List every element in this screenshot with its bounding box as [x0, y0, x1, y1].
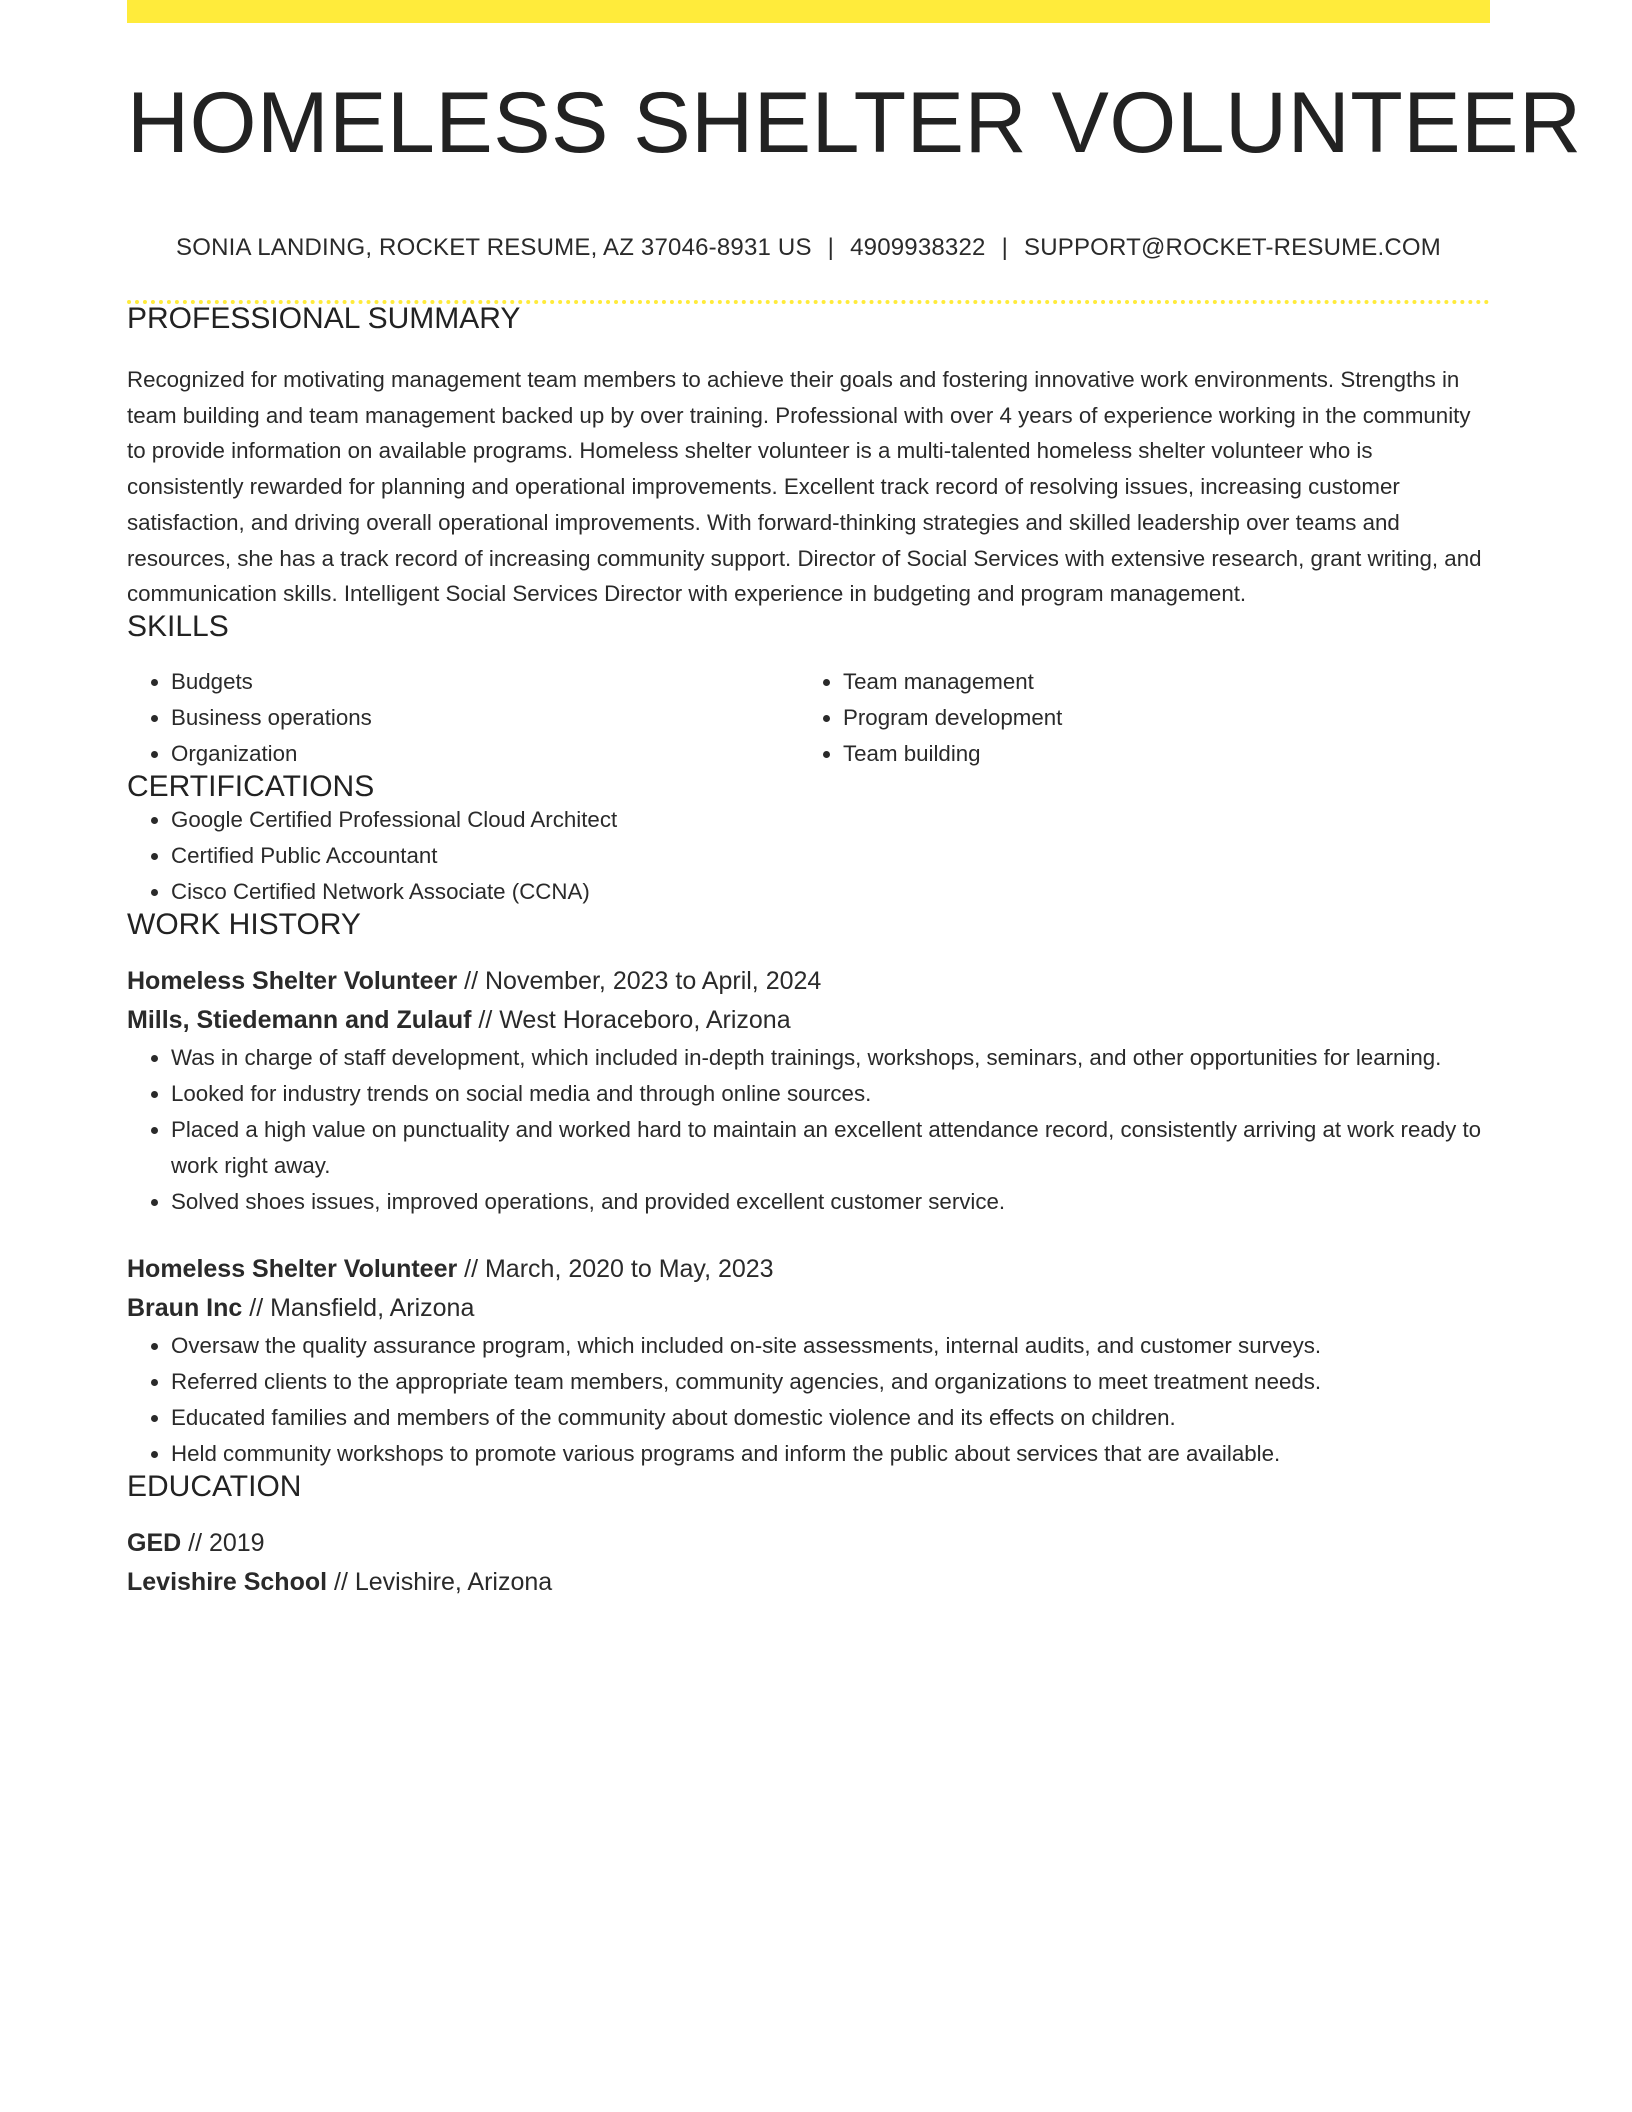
job-title-line [127, 962, 1490, 1001]
job-dates: // March, 2020 to May, 2023 [457, 1254, 774, 1283]
job-company-line [127, 1001, 1490, 1040]
summary-text: Recognized for motivating management team members to achieve their goals and fostering innovative work environments. Strengths in team building and team management backed up by over training. Professional with over 4 years of experience working in the community to provide information on available programs. Homeless shelter volunteer is a multi-talented homeless shelter volunteer who is consistently rewarded for planning and operational improvements. Excellent track record of resolving issues, increasing customer satisfaction, and driving overall operational improvements. With forward-thinking strategies and skilled leadership over teams and resources, she has a track record of increasing community support. Director of Social Services with extensive research, grant writing, and communication skills. Intelligent Social Services Director with experience in budgeting and program management. [127, 367, 1482, 607]
contact-email: SUPPORT@ROCKET-RESUME.COM [1024, 234, 1441, 261]
job-company: Braun Inc [127, 1293, 243, 1322]
education-heading: EDUCATION [127, 1469, 302, 1503]
job-duty: • Solved shoes issues, improved operations, and provided excellent customer service. [171, 1184, 1490, 1220]
education-degree-line [127, 1524, 1490, 1563]
summary-heading: PROFESSIONAL SUMMARY [127, 302, 521, 335]
education-school-line [127, 1563, 1490, 1602]
skills-right-column [799, 664, 1471, 772]
job-duty: • Educated families and members of the community about domestic violence and its effects on children. [171, 1400, 1490, 1436]
contact-phone: 4909938322 [850, 234, 986, 261]
job-duty: • Was in charge of staff development, which included in-depth trainings, workshops, seminars, and other opportunities for learning. [171, 1040, 1490, 1076]
education-location: // Levishire, Arizona [327, 1567, 553, 1596]
skill-item: • Business operations [171, 700, 799, 736]
skill-item: • Program development [843, 700, 1471, 736]
job-title-line [127, 1250, 1490, 1289]
job-location: // West Horaceboro, Arizona [471, 1005, 791, 1034]
job-duty: • Held community workshops to promote various programs and inform the public about services that are available. [171, 1436, 1490, 1472]
certifications-heading: CERTIFICATIONS [127, 769, 375, 803]
education-year: // 2019 [181, 1528, 265, 1557]
job-duty: • Placed a high value on punctuality and worked hard to maintain an excellent attendance record, consistently arriving at work ready to work right away. [171, 1112, 1490, 1184]
job-dates: // November, 2023 to April, 2024 [457, 966, 822, 995]
contact-separator: | [1001, 234, 1009, 261]
job-duty: • Referred clients to the appropriate team members, community agencies, and organizations to meet treatment needs. [171, 1364, 1490, 1400]
job-duties [127, 1328, 1490, 1472]
job-duties [127, 1040, 1490, 1220]
education-entry [127, 1524, 1490, 1602]
skill-item: • Organization [171, 736, 799, 772]
job-title: Homeless Shelter Volunteer [127, 966, 458, 995]
job-duty: • Looked for industry trends on social media and through online sources. [171, 1076, 1490, 1112]
page-title: HOMELESS SHELTER VOLUNTEER [127, 75, 1582, 171]
contact-line [127, 234, 1490, 262]
education-school: Levishire School [127, 1567, 328, 1596]
skills-list [127, 664, 1490, 772]
job-company: Mills, Stiedemann and Zulauf [127, 1005, 472, 1034]
certifications-list [127, 802, 1490, 910]
contact-address: SONIA LANDING, ROCKET RESUME, AZ 37046-8931 US [176, 234, 812, 261]
job-duty: • Oversaw the quality assurance program, which included on-site assessments, internal audits, and customer surveys. [171, 1328, 1490, 1364]
top-accent-bar [127, 0, 1490, 23]
education-degree: GED [127, 1528, 182, 1557]
contact-separator: | [827, 234, 835, 261]
job-location: // Mansfield, Arizona [242, 1293, 475, 1322]
skill-item: • Budgets [171, 664, 799, 700]
job-entry [127, 962, 1490, 1220]
certification-item: • Cisco Certified Network Associate (CCNA) [171, 874, 1490, 910]
certification-item: • Certified Public Accountant [171, 838, 1490, 874]
job-entry [127, 1250, 1490, 1472]
certification-item: • Google Certified Professional Cloud Architect [171, 802, 1490, 838]
skill-item: • Team management [843, 664, 1471, 700]
resume-page [127, 0, 1582, 1602]
skill-item: • Team building [843, 736, 1471, 772]
job-company-line [127, 1289, 1490, 1328]
job-title: Homeless Shelter Volunteer [127, 1254, 458, 1283]
skills-heading: SKILLS [127, 609, 229, 643]
skills-left-column [127, 664, 799, 772]
work-history-heading: WORK HISTORY [127, 907, 361, 941]
